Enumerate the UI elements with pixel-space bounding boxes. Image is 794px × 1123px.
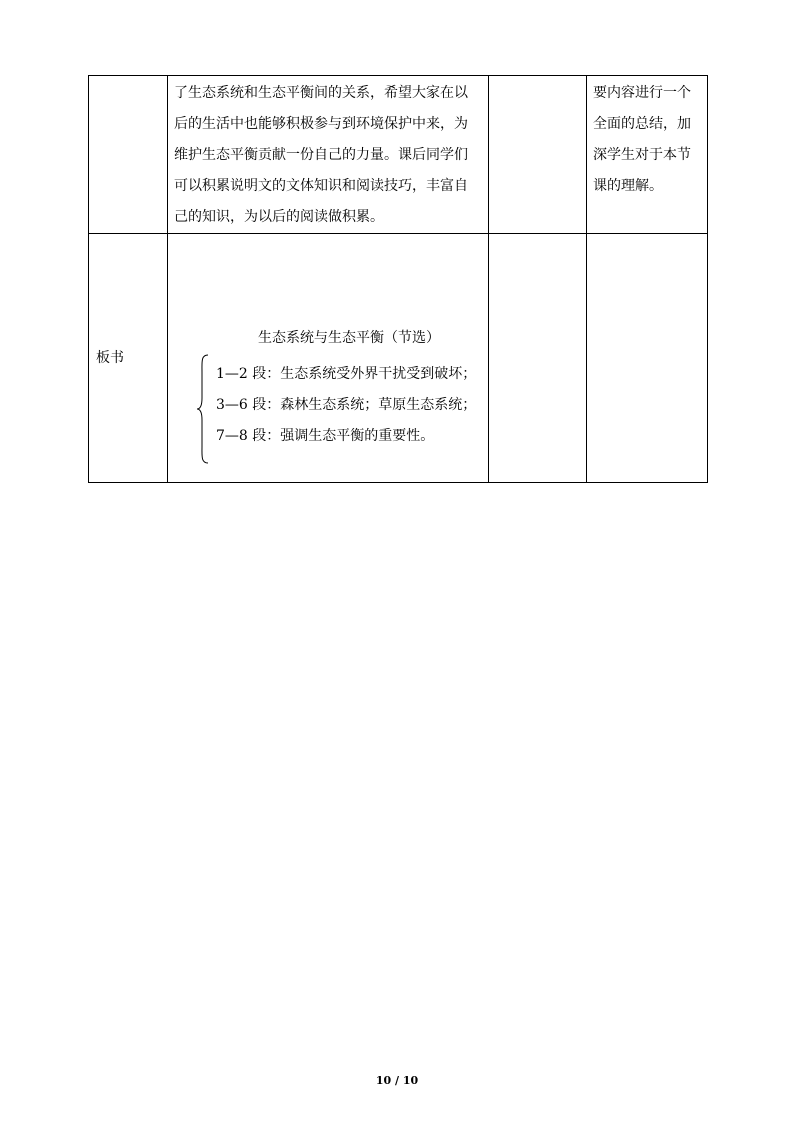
intent-line: 深学生对于本节 — [593, 147, 691, 163]
blackboard-content-cell — [168, 234, 489, 483]
table-row-summary — [89, 76, 708, 234]
left-brace-icon — [196, 354, 210, 464]
content-line: 了生态系统和生态平衡间的关系，希望大家在以 — [174, 85, 468, 101]
design-intent-cell — [587, 76, 708, 234]
student-activity-cell — [489, 76, 587, 234]
empty-cell — [489, 234, 587, 483]
page-number: 10 / 10 — [375, 1074, 419, 1087]
empty-cell — [587, 234, 708, 483]
blackboard-title: 生态系统与生态平衡（节选） — [258, 330, 440, 346]
table-row-blackboard — [89, 234, 708, 483]
content-line: 后的生活中也能够积极参与到环境保护中来，为 — [174, 116, 468, 132]
row-label-cell — [89, 76, 168, 234]
intent-line: 要内容进行一个 — [593, 85, 691, 101]
content-line: 可以积累说明文的文体知识和阅读技巧，丰富自 — [174, 178, 468, 194]
intent-line: 全面的总结，加 — [593, 116, 691, 132]
blackboard-label-cell — [89, 234, 168, 483]
content-line: 己的知识，为以后的阅读做积累。 — [174, 209, 384, 225]
blackboard-item: 3—6 段：森林生态系统；草原生态系统； — [216, 397, 477, 413]
blackboard-item: 1—2 段：生态系统受外界干扰受到破坏； — [216, 366, 477, 382]
teaching-content-cell — [168, 76, 489, 234]
content-line: 维护生态平衡贡献一份自己的力量。课后同学们 — [174, 147, 468, 163]
blackboard-label: 板书 — [96, 349, 124, 366]
intent-line: 课的理解。 — [593, 178, 663, 194]
blackboard-item: 7—8 段：强调生态平衡的重要性。 — [216, 428, 435, 444]
lesson-plan-table — [88, 75, 708, 483]
